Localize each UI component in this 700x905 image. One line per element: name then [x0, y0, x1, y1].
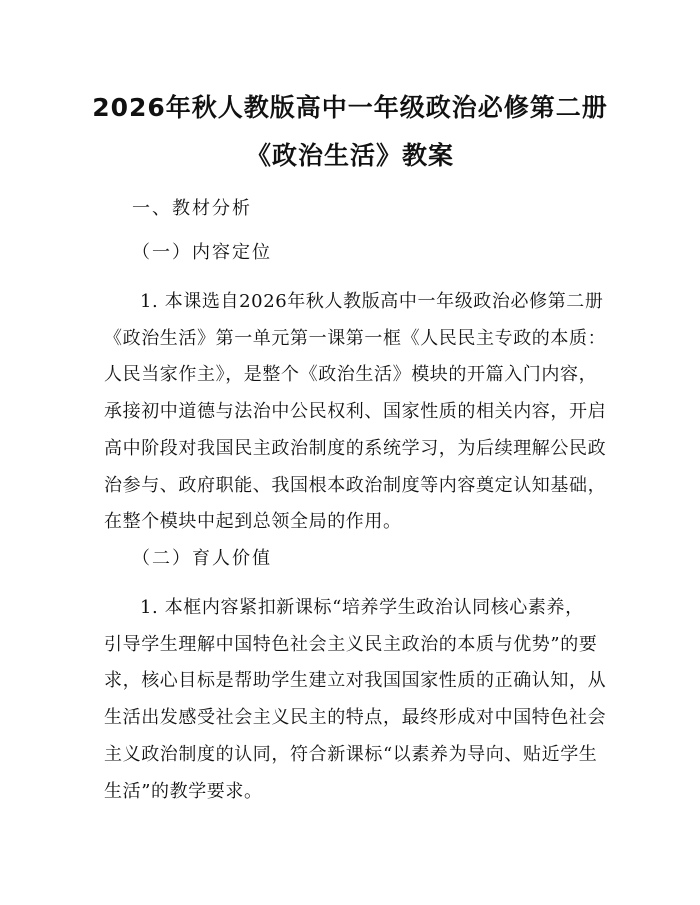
paragraph-line: 1. 本课选自2026年秋人教版高中一年级政治必修第二册	[140, 291, 604, 312]
paragraph-line: 承接初中道德与法治中公民权利、国家性质的相关内容，开启	[104, 401, 607, 423]
paragraph-content-positioning	[104, 284, 607, 541]
paragraph-line: 生活出发感受社会主义民主的特点，最终形成对中国特色社会	[104, 707, 607, 729]
paragraph-line: 治参与、政府职能、我国根本政治制度等内容奠定认知基础，	[104, 474, 607, 496]
paragraph-line: 求，核心目标是帮助学生建立对我国国家性质的正确认知，从	[104, 670, 607, 692]
paragraph-line: 1. 本框内容紧扣新课标“培养学生政治认同核心素养，	[140, 597, 584, 618]
subsection-heading-content-positioning: （一）内容定位	[132, 242, 272, 263]
section-heading-teaching-material-analysis: 一、教材分析	[132, 198, 252, 219]
subsection-heading-educational-value: （二）育人价值	[132, 548, 272, 569]
paragraph-line: 在整个模块中起到总领全局的作用。	[104, 511, 402, 533]
paragraph-line: 生活”的教学要求。	[104, 780, 263, 802]
document-title-line-2: 《政治生活》教案	[245, 141, 454, 170]
paragraph-educational-value	[104, 590, 607, 810]
document-title-line-1: 2026年秋人教版高中一年级政治必修第二册	[92, 93, 608, 122]
paragraph-line: 主义政治制度的认同，符合新课标“以素养为导向、贴近学生	[104, 743, 598, 765]
paragraph-line: 引导学生理解中国特色社会主义民主政治的本质与优势”的要	[104, 633, 598, 655]
paragraph-line: 《政治生活》第一单元第一课第一框《人民民主专政的本质：	[104, 327, 607, 349]
paragraph-line: 人民当家作主》，是整个《政治生活》模块的开篇入门内容，	[104, 364, 598, 386]
paragraph-line: 高中阶段对我国民主政治制度的系统学习，为后续理解公民政	[104, 437, 607, 459]
